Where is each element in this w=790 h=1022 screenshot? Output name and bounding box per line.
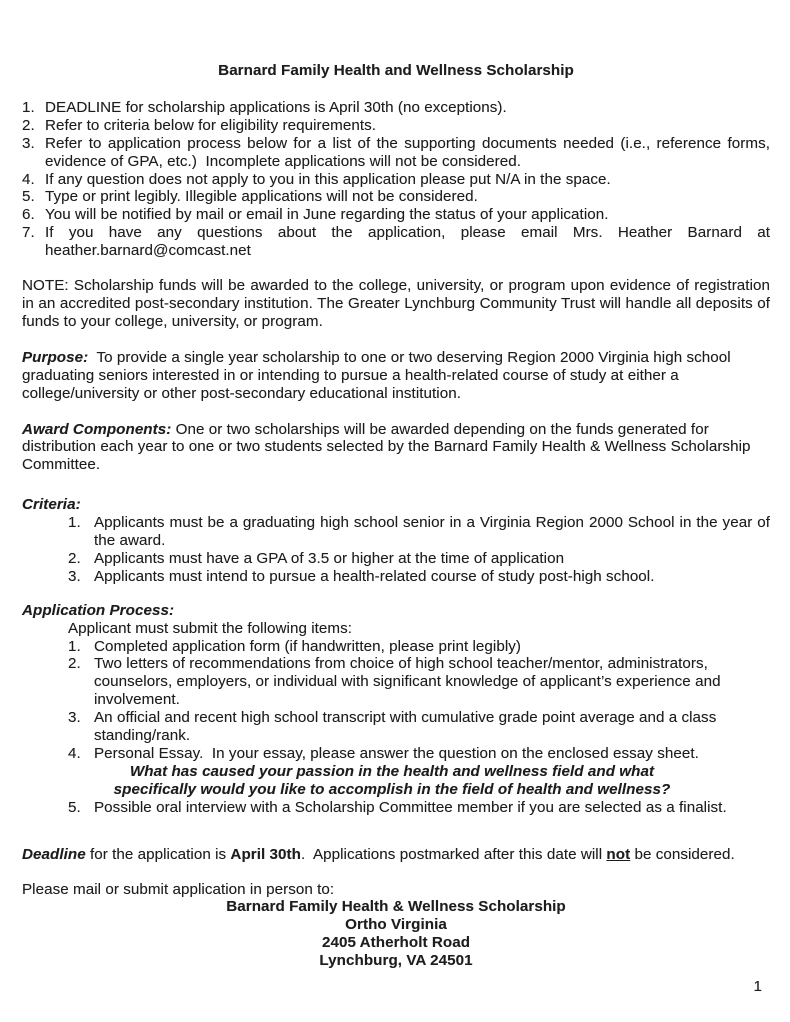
list-item-text: Two letters of recommendations from choice of high school teacher/mentor, administrators, counselors, employers, or individual with significant knowledge of applicant’s experience and involvement. (94, 655, 721, 709)
mailing-address (22, 898, 770, 970)
list-item-text: DEADLINE for scholarship applications is April 30th (no exceptions). (45, 98, 507, 116)
list-item-text: Type or print legibly. Illegible applications will not be considered. (45, 188, 478, 206)
list-item (22, 206, 770, 224)
list-item-number: 2. (22, 116, 35, 134)
process-item (68, 638, 770, 656)
application-process-intro: Applicant must submit the following items: (68, 619, 353, 637)
list-item-number: 5. (68, 798, 81, 816)
page-number: 1 (753, 978, 762, 995)
purpose-paragraph (22, 349, 770, 403)
deadline-text: for the application is (85, 845, 231, 863)
list-item-text: Applicants must have a GPA of 3.5 or higher at the time of application (94, 549, 565, 567)
purpose-label: Purpose: (22, 348, 89, 366)
address-line: Lynchburg, VA 24501 (319, 952, 473, 970)
list-item-text: Refer to criteria below for eligibility requirements. (45, 116, 376, 134)
list-item-text: If any question does not apply to you in this application please put N/A in the space. (45, 170, 611, 188)
list-item-text: An official and recent high school transcript with cumulative grade point average and a class standing/rank. (94, 709, 717, 745)
address-line: Ortho Virginia (345, 916, 447, 934)
criteria-item (68, 514, 770, 550)
award-components-paragraph (22, 421, 770, 475)
list-item (22, 188, 770, 206)
award-components-label: Award Components: (22, 420, 172, 438)
address-line: Barnard Family Health & Wellness Scholarship (226, 898, 566, 916)
criteria-list (22, 514, 770, 586)
application-process-list (22, 638, 770, 817)
application-process-heading: Application Process: (22, 601, 175, 619)
note-paragraph: NOTE: Scholarship funds will be awarded to the college, university, or program upon evidence of registration in an accredited post-secondary institution. The Greater Lynchburg Community Trust will handle all deposits of funds to your college, university, or program. (22, 277, 770, 330)
list-item-number: 2. (68, 549, 81, 567)
deadline-date: April 30th (230, 845, 301, 863)
list-item (22, 171, 770, 189)
purpose-text: To provide a single year scholarship to one or two deserving Region 2000 Virginia high school graduating seniors interested in or intending to pursue a health-related course of study at either a college/university or other post-secondary educational institution. (22, 348, 731, 402)
process-item (68, 799, 770, 817)
list-item (22, 224, 770, 260)
deadline-not-word: not (606, 845, 631, 863)
address-line: 2405 Atherholt Road (321, 934, 471, 952)
essay-question-line: specifically would you like to accomplish in the field of health and wellness? (113, 780, 671, 798)
list-item-number: 1. (68, 514, 81, 532)
list-item-text: Completed application form (if handwritten, please print legibly) (94, 637, 522, 655)
criteria-item (68, 550, 770, 568)
list-item (22, 135, 770, 171)
mailing-intro: Please mail or submit application in person to: (22, 880, 335, 898)
process-item (68, 709, 770, 745)
list-item-text: Refer to application process below for a list of the supporting documents needed (i.e., reference forms, evidence of GPA, etc.) Incomplete applications will not be considered. (45, 134, 770, 170)
list-item (22, 99, 770, 117)
process-item (68, 655, 770, 709)
award-components-text: One or two scholarships will be awarded depending on the funds generated for distribution each year to one or two students selected by the Barnard Family Health & Wellness Scholarship Committee. (22, 420, 751, 474)
list-item-number: 2. (68, 655, 81, 673)
page-title: Barnard Family Health and Wellness Scholarship (218, 62, 574, 79)
list-item-text: You will be notified by mail or email in June regarding the status of your application. (45, 206, 609, 224)
list-item-text: Personal Essay. In your essay, please answer the question on the enclosed essay sheet. (94, 745, 699, 762)
essay-question-line: What has caused your passion in the health and wellness field and what (129, 762, 655, 780)
list-item-number: 1. (68, 637, 81, 655)
list-item-number: 3. (68, 567, 81, 585)
list-item-text: Applicants must be a graduating high school senior in a Virginia Region 2000 School in the year of the award. (94, 514, 770, 550)
list-item-text: Applicants must intend to pursue a health-related course of study post-high school. (94, 567, 655, 585)
deadline-text: be considered. (630, 845, 735, 863)
list-item-number: 1. (22, 98, 35, 116)
list-item-number: 3. (68, 709, 81, 727)
list-item-number: 5. (22, 188, 35, 206)
criteria-item (68, 568, 770, 586)
process-item (68, 745, 770, 763)
list-item-text: Possible oral interview with a Scholarship Committee member if you are selected as a finalist. (94, 798, 727, 816)
deadline-line (22, 846, 770, 864)
deadline-text: . Applications postmarked after this date will (300, 845, 607, 863)
list-item-number: 3. (22, 134, 35, 152)
list-item-number: 6. (22, 206, 35, 224)
criteria-heading: Criteria: (22, 496, 81, 514)
essay-question (42, 763, 742, 799)
deadline-label: Deadline (22, 845, 86, 863)
instructions-list (22, 99, 770, 260)
list-item-text: If you have any questions about the application, please email Mrs. Heather Barnard at heather.barnard@comcast.net (45, 224, 770, 260)
list-item-number: 7. (22, 224, 35, 242)
list-item-number: 4. (22, 170, 35, 188)
list-item-number: 4. (68, 745, 81, 762)
list-item (22, 117, 770, 135)
